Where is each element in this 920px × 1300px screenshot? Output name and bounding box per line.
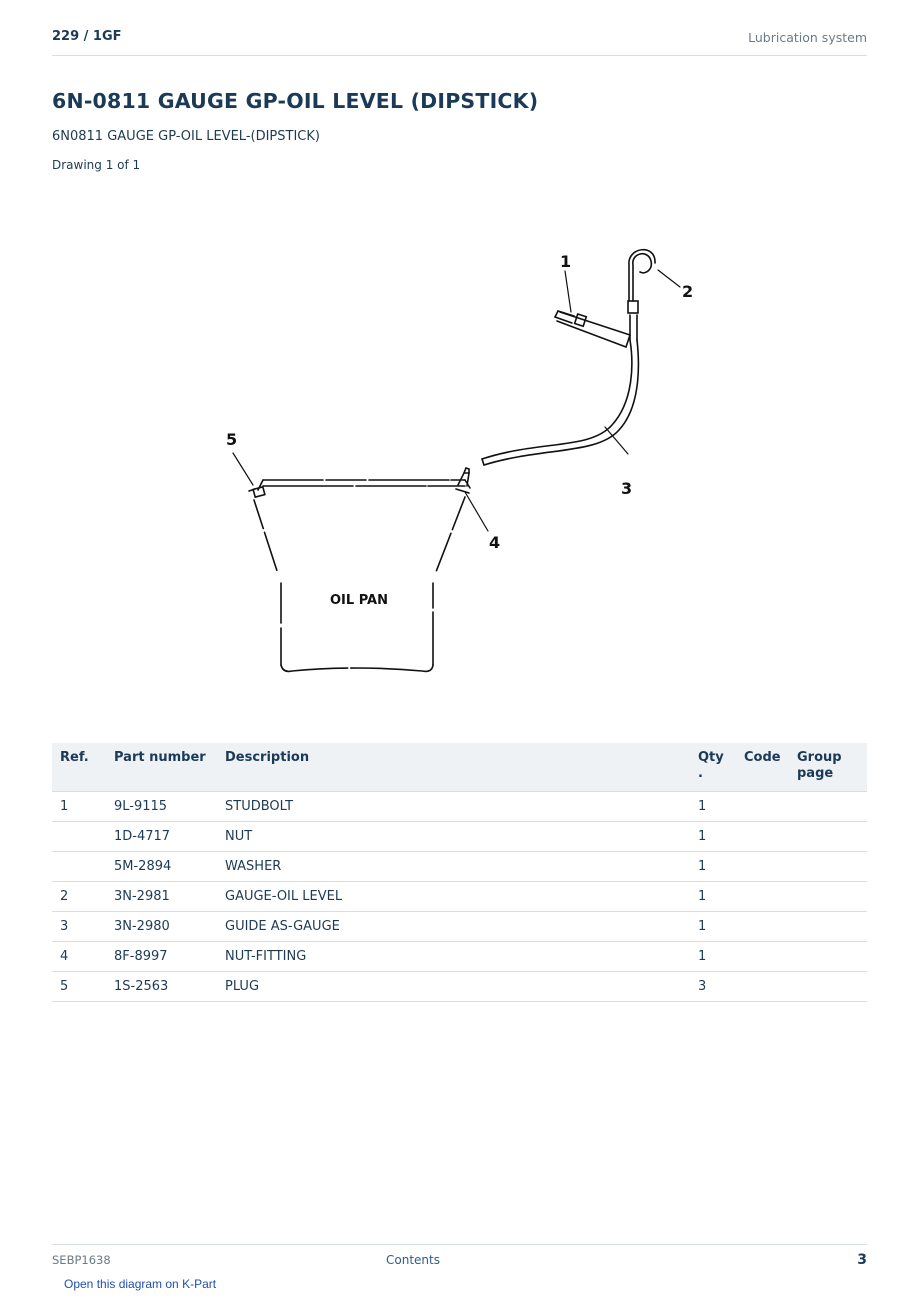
cell-qty: 1 xyxy=(690,822,736,852)
contents-link[interactable]: Contents xyxy=(386,1253,440,1267)
cell-part-number: 8F-8997 xyxy=(106,942,217,972)
cell-part-number: 3N-2980 xyxy=(106,912,217,942)
cell-code xyxy=(736,912,789,942)
drawing-count: Drawing 1 of 1 xyxy=(52,158,141,172)
oil-pan-label: OIL PAN xyxy=(330,593,388,608)
cell-qty: 3 xyxy=(690,972,736,1002)
cell-ref xyxy=(52,852,106,882)
oil-pan-outline xyxy=(254,480,470,671)
cell-description: STUDBOLT xyxy=(217,792,690,822)
cell-part-number: 3N-2981 xyxy=(106,882,217,912)
cell-ref: 1 xyxy=(52,792,106,822)
callout-3: 3 xyxy=(621,479,633,498)
cell-ref: 5 xyxy=(52,972,106,1002)
col-header-code: Code xyxy=(736,743,789,792)
cell-group-page xyxy=(789,942,867,972)
cell-group-page xyxy=(789,882,867,912)
table-row xyxy=(52,972,867,1002)
cell-description: GUIDE AS-GAUGE xyxy=(217,912,690,942)
cell-description: GAUGE-OIL LEVEL xyxy=(217,882,690,912)
table-row xyxy=(52,852,867,882)
col-header-part-number: Part number xyxy=(106,743,217,792)
cell-description: WASHER xyxy=(217,852,690,882)
cell-qty: 1 xyxy=(690,912,736,942)
header-divider xyxy=(52,55,867,56)
cell-group-page xyxy=(789,792,867,822)
cell-part-number: 5M-2894 xyxy=(106,852,217,882)
cell-group-page xyxy=(789,852,867,882)
cell-code xyxy=(736,852,789,882)
cell-part-number: 9L-9115 xyxy=(106,792,217,822)
guide-tube-part xyxy=(482,250,655,465)
cell-description: NUT-FITTING xyxy=(217,942,690,972)
kpart-diagram-link[interactable]: Open this diagram on K-Part xyxy=(64,1277,217,1291)
col-header-description: Description xyxy=(217,743,690,792)
diagram-drawing xyxy=(150,185,770,720)
cell-ref xyxy=(52,822,106,852)
cell-description: NUT xyxy=(217,822,690,852)
cell-code xyxy=(736,822,789,852)
footer-divider xyxy=(52,1244,867,1245)
cell-qty: 1 xyxy=(690,882,736,912)
plug-part xyxy=(249,487,265,497)
callout-4: 4 xyxy=(489,533,501,552)
cell-group-page xyxy=(789,972,867,1002)
cell-qty: 1 xyxy=(690,792,736,822)
cell-ref: 4 xyxy=(52,942,106,972)
cell-ref: 2 xyxy=(52,882,106,912)
cell-group-page xyxy=(789,822,867,852)
cell-group-page xyxy=(789,912,867,942)
cell-ref: 3 xyxy=(52,912,106,942)
cell-part-number: 1S-2563 xyxy=(106,972,217,1002)
page-number: 3 xyxy=(857,1252,867,1268)
cell-code xyxy=(736,882,789,912)
callout-5: 5 xyxy=(226,430,238,449)
callout-2: 2 xyxy=(682,282,694,301)
page-subtitle: 6N0811 GAUGE GP-OIL LEVEL-(DIPSTICK) xyxy=(52,129,320,144)
page-reference: 229 / 1GF xyxy=(52,29,122,44)
cell-description: PLUG xyxy=(217,972,690,1002)
parts-table xyxy=(52,743,867,1002)
table-row xyxy=(52,792,867,822)
cell-part-number: 1D-4717 xyxy=(106,822,217,852)
table-row xyxy=(52,882,867,912)
table-row xyxy=(52,822,867,852)
cell-code xyxy=(736,972,789,1002)
page-title: 6N-0811 GAUGE GP-OIL LEVEL (DIPSTICK) xyxy=(52,89,539,113)
col-header-group-page: Group page xyxy=(789,743,867,792)
parts-diagram xyxy=(150,185,770,720)
col-header-ref: Ref. xyxy=(52,743,106,792)
section-name: Lubrication system xyxy=(748,30,867,45)
cell-code xyxy=(736,942,789,972)
cell-code xyxy=(736,792,789,822)
cell-qty: 1 xyxy=(690,942,736,972)
table-row xyxy=(52,942,867,972)
studbolt-part xyxy=(555,311,630,347)
cell-qty: 1 xyxy=(690,852,736,882)
col-header-qty: Qty . xyxy=(690,743,736,792)
table-header-row xyxy=(52,743,867,792)
table-row xyxy=(52,912,867,942)
document-id: SEBP1638 xyxy=(52,1253,111,1267)
callout-1: 1 xyxy=(560,252,572,271)
